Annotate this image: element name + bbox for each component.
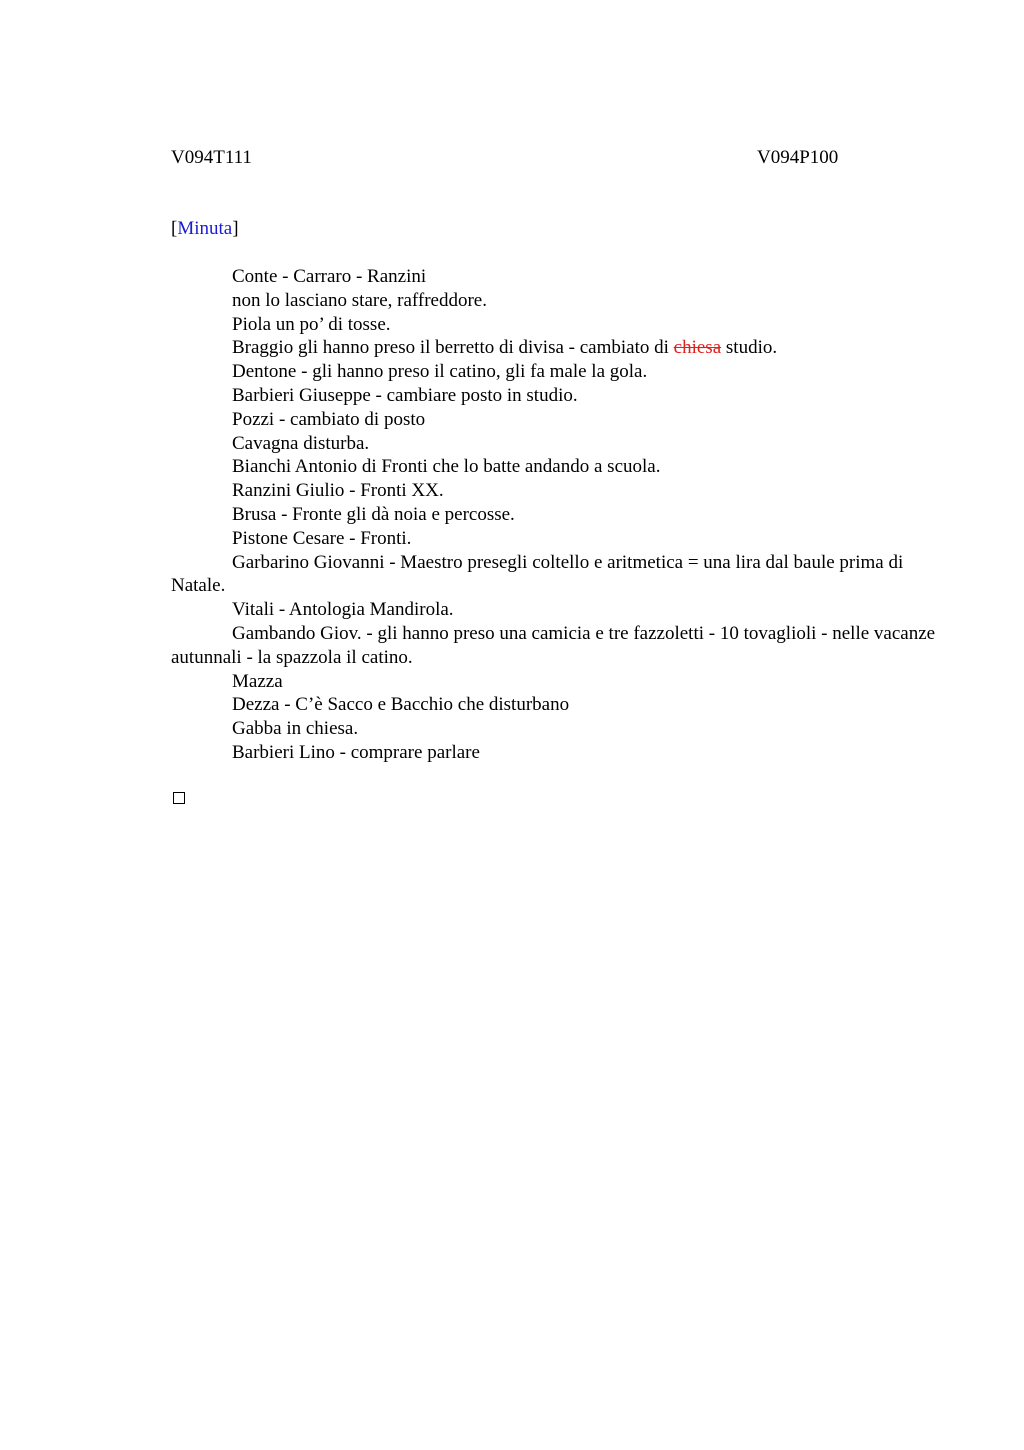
text-line: Gambando Giov. - gli hanno preso una camicia e tre fazzoletti - 10 tovaglioli - nelle vacanze autunnali - la spazzola il catino. [171,622,936,668]
text-line: Garbarino Giovanni - Maestro presegli coltello e aritmetica = una lira dal baule prima di Natale. [171,551,904,597]
minuta-link[interactable]: Minuta [177,218,233,239]
text-after-deletion: studio. [721,337,778,359]
document-code-left: V094T111 [171,147,252,168]
text-line: Barbieri Giuseppe - cambiare posto in studio. [232,384,578,406]
close-bracket: ] [232,218,239,239]
text-line: Dezza - C’è Sacco e Bacchio che disturbano [232,694,570,716]
text-line: Barbieri Lino - comprare parlare [232,741,480,763]
text-line: Conte - Carraro - Ranzini [232,266,427,287]
document-code-right: V094P100 [757,147,839,168]
section-label [171,217,239,241]
deleted-word: chiesa [673,337,722,359]
text-line: Bianchi Antonio di Fronti che lo batte andando a scuola. [232,456,661,478]
text-line: non lo lasciano stare, raffreddore. [232,289,487,311]
transcription-body [171,265,936,765]
open-bracket: [ [171,218,178,239]
text-line: Cavagna disturba. [232,432,370,454]
text-line: Piola un po’ di tosse. [232,313,391,335]
text-line: Dentone - gli hanno preso il catino, gli fa male la gola. [232,361,648,383]
text-line: Pistone Cesare - Fronti. [232,527,412,549]
empty-square-icon [173,792,185,804]
text-line: Vitali - Antologia Mandirola. [232,599,454,621]
text-line: Mazza [232,670,283,692]
text-line: Gabba in chiesa. [232,718,359,740]
text-before-deletion: Braggio gli hanno preso il berretto di divisa - cambiato di [232,337,674,359]
text-line: Brusa - Fronte gli dà noia e percosse. [232,503,515,525]
text-line: Ranzini Giulio - Fronti XX. [232,480,444,502]
text-line-with-deletion [171,336,936,360]
text-line: Pozzi - cambiato di posto [232,408,426,430]
